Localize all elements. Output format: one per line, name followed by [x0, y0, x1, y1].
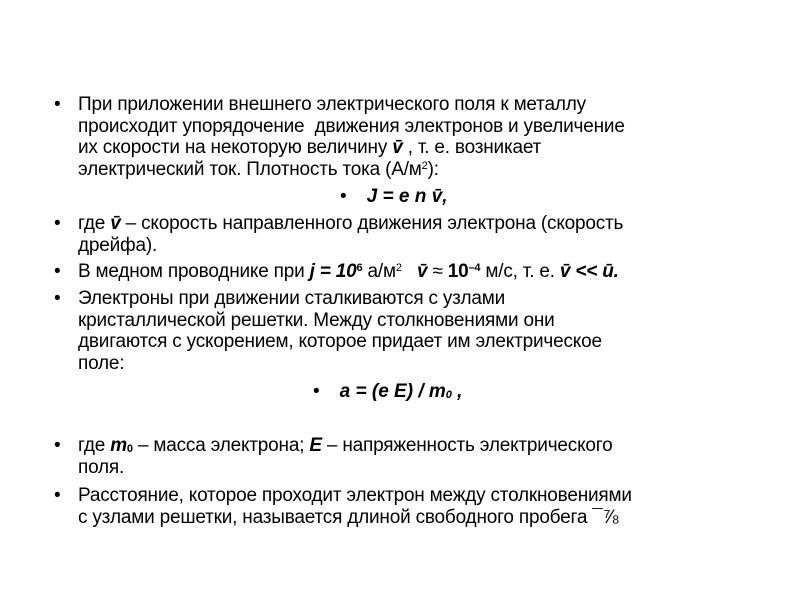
text: , т. е. возникает	[402, 137, 542, 158]
text: где	[78, 435, 111, 456]
formula-acceleration	[313, 381, 462, 403]
comparison: v̄ << ū.	[559, 261, 619, 282]
text: – скорость направленного движения электрона (скорость	[120, 213, 624, 234]
formula-text: J = e n	[366, 186, 432, 207]
text: м/с, т. е.	[480, 261, 560, 282]
paragraph-drift-velocity	[54, 213, 624, 256]
formula-text: ,	[451, 381, 463, 402]
text-line: При приложении внешнего электрического поля к металлу	[78, 94, 586, 115]
spacer	[402, 261, 417, 282]
text: 10	[447, 261, 469, 282]
formula-text: ,	[442, 186, 448, 207]
text-line: поля.	[78, 456, 125, 478]
text-line: двигаются с ускорением, которое придает им электрическое	[78, 331, 602, 352]
text-line: Электроны при движении сталкиваются с узлами	[78, 288, 505, 309]
text-line: кристаллической решетки. Между столкновениями они	[78, 309, 555, 331]
text-line: происходит упорядочение движения электронов и увеличение	[78, 115, 625, 137]
bullet: •	[340, 186, 347, 207]
superscript: –4	[468, 262, 481, 274]
velocity-symbol: v̄	[416, 261, 428, 282]
text-line: поле:	[78, 352, 125, 374]
superscript: 6	[356, 262, 363, 274]
text-line	[78, 159, 625, 181]
mass-symbol: m	[110, 435, 127, 456]
text-line	[78, 213, 623, 235]
text: электрический ток. Плотность тока (А/м	[78, 158, 422, 180]
paragraph-mass	[54, 435, 613, 478]
text-line	[78, 435, 612, 457]
mean-free-path-symbol: ¯⅞	[592, 506, 619, 528]
text: В медном проводнике при	[78, 261, 310, 282]
text-line	[78, 137, 625, 159]
formula-current-density	[340, 186, 447, 208]
paragraph-collisions	[54, 288, 602, 374]
text: а/м	[362, 261, 396, 282]
text: с узлами решетки, называется длиной свободного пробега	[78, 506, 593, 528]
bullet: •	[54, 261, 61, 282]
subscript: 0	[445, 389, 452, 401]
superscript: 2	[421, 159, 428, 172]
current-density-value: j = 10	[309, 261, 357, 282]
text-line	[78, 507, 632, 529]
text: их скорости на некоторую величину	[78, 137, 393, 158]
formula-text: a = (e E) / m	[339, 381, 446, 402]
velocity-symbol: v̄	[431, 186, 443, 207]
bullet: •	[54, 94, 61, 115]
text: – масса электрона;	[132, 435, 310, 456]
text-line: Расстояние, которое проходит электрон между столкновениями	[78, 485, 632, 506]
text: ≈	[427, 261, 448, 282]
text: где	[78, 213, 111, 234]
superscript: 2	[395, 262, 402, 274]
bullet: •	[54, 485, 61, 506]
text-line: дрейфа).	[78, 234, 158, 256]
bullet: •	[54, 213, 61, 234]
velocity-symbol: v̄	[392, 137, 403, 158]
text-line	[78, 261, 619, 283]
bullet: •	[54, 435, 61, 456]
text: ):	[427, 158, 439, 180]
bullet: •	[313, 381, 320, 402]
paragraph-mean-free-path	[54, 485, 632, 528]
bullet: •	[54, 288, 61, 309]
velocity-symbol: v̄	[110, 213, 121, 234]
paragraph-applied-field	[54, 94, 625, 180]
paragraph-copper	[54, 261, 619, 283]
field-symbol: E	[309, 435, 322, 456]
text: – напряженность электрического	[321, 435, 613, 456]
subscript: 0	[126, 443, 133, 455]
